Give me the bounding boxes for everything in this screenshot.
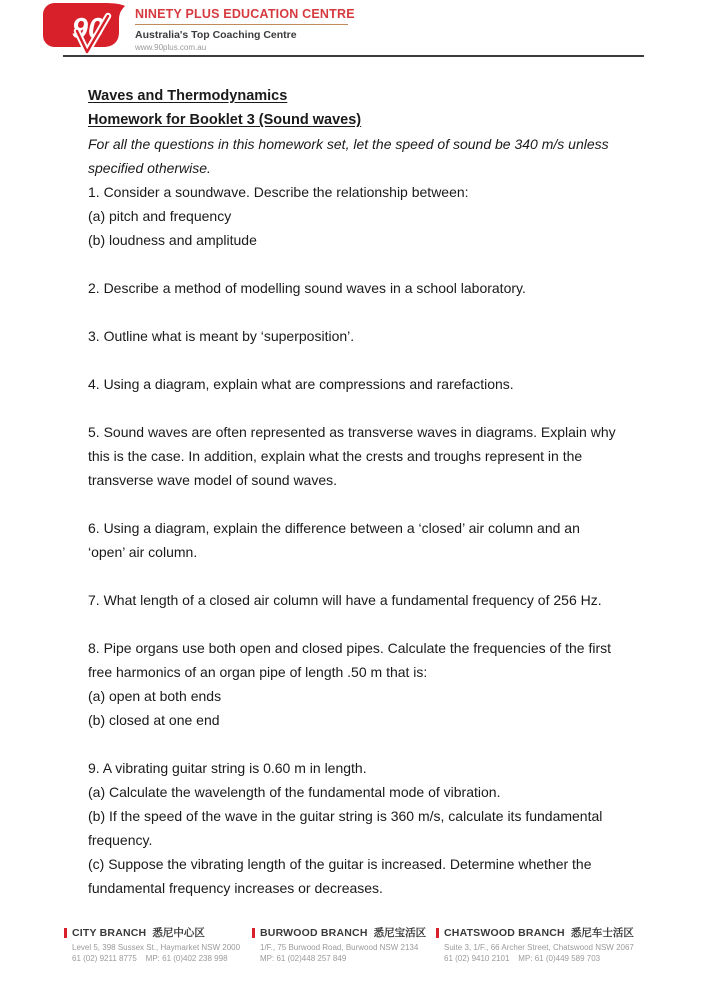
branch-phones: 61 (02) 9410 2101 MP: 61 (0)449 589 703 bbox=[444, 954, 601, 963]
org-name: NINETY PLUS EDUCATION CENTRE bbox=[135, 7, 355, 21]
branch-footer bbox=[64, 925, 674, 963]
header-rule-divider bbox=[135, 24, 348, 25]
org-website-url: www.90plus.com.au bbox=[135, 43, 207, 52]
question-8b-line: (b) closed at one end bbox=[88, 712, 220, 728]
branch-name-chinese: 悉尼宝活区 bbox=[373, 927, 427, 939]
question-7-line: 7. What length of a closed air column will have a fundamental frequency of 256 Hz. bbox=[88, 592, 602, 608]
blank-line bbox=[88, 492, 654, 516]
branch-name: CHATSWOOD BRANCH bbox=[444, 926, 565, 939]
header-divider-line bbox=[63, 55, 644, 57]
blank-line bbox=[88, 396, 654, 420]
question-6-line: 6. Using a diagram, explain the difference between a ‘closed’ air column and an bbox=[88, 520, 580, 536]
question-8-line: free harmonics of an organ pipe of length .50 m that is: bbox=[88, 664, 428, 680]
question-9c-line: (c) Suppose the vibrating length of the guitar is increased. Determine whether the bbox=[88, 856, 592, 872]
branch-name-row bbox=[64, 925, 252, 940]
question-8-line: 8. Pipe organs use both open and closed pipes. Calculate the frequencies of the first bbox=[88, 640, 612, 656]
question-2-line: 2. Describe a method of modelling sound waves in a school laboratory. bbox=[88, 280, 526, 296]
question-8a-line: (a) open at both ends bbox=[88, 688, 222, 704]
ninety-plus-logo-icon bbox=[42, 2, 126, 58]
branch-city bbox=[64, 925, 252, 963]
question-9c-line: fundamental frequency increases or decreases. bbox=[88, 880, 383, 896]
branch-phones: 61 (02) 9211 8775 MP: 61 (0)402 238 998 bbox=[72, 954, 228, 963]
question-5-line: 5. Sound waves are often represented as transverse waves in diagrams. Explain why bbox=[88, 424, 616, 440]
question-6-line: ‘open’ air column. bbox=[88, 544, 198, 560]
branch-name-chinese: 悉尼中心区 bbox=[152, 927, 205, 939]
branch-address: 1/F., 75 Burwood Road, Burwood NSW 2134 bbox=[260, 943, 419, 952]
branch-address: Suite 3, 1/F., 66 Archer Street, Chatswood NSW 2067 bbox=[444, 943, 634, 952]
question-9b-line: (b) If the speed of the wave in the guitar string is 360 m/s, calculate its fundamental bbox=[88, 808, 603, 824]
branch-name: CITY BRANCH bbox=[72, 926, 147, 939]
branch-name-row bbox=[252, 925, 436, 940]
blank-line bbox=[88, 564, 654, 588]
branch-phones: MP: 61 (02)448 257 849 bbox=[260, 954, 347, 963]
doc-note-line: For all the questions in this homework set, let the speed of sound be 340 m/s unless bbox=[88, 136, 609, 152]
question-1-line: 1. Consider a soundwave. Describe the relationship between: bbox=[88, 184, 469, 200]
org-tagline: Australia's Top Coaching Centre bbox=[135, 29, 297, 41]
red-bar-icon bbox=[436, 928, 439, 938]
doc-title: Waves and Thermodynamics bbox=[88, 88, 288, 104]
question-9a-line: (a) Calculate the wavelength of the fundamental mode of vibration. bbox=[88, 784, 501, 800]
question-4-line: 4. Using a diagram, explain what are compressions and rarefactions. bbox=[88, 376, 514, 392]
header-text-block bbox=[135, 7, 355, 52]
blank-line bbox=[88, 252, 654, 276]
question-9b-line: frequency. bbox=[88, 832, 153, 848]
logo-number-text: 90 bbox=[71, 13, 105, 45]
question-5-line: transverse wave model of sound waves. bbox=[88, 472, 338, 488]
blank-line bbox=[88, 612, 654, 636]
blank-line bbox=[88, 300, 654, 324]
branch-name-chinese: 悉尼车士活区 bbox=[570, 927, 634, 939]
question-1a-line: (a) pitch and frequency bbox=[88, 208, 232, 224]
blank-line bbox=[88, 348, 654, 372]
doc-subtitle: Homework for Booklet 3 (Sound waves) bbox=[88, 112, 362, 128]
document-body bbox=[88, 84, 654, 900]
branch-address: Level 5, 398 Sussex St., Haymarket NSW 2000 bbox=[72, 943, 241, 952]
branch-chatswood bbox=[436, 925, 674, 963]
branch-name-row bbox=[436, 925, 674, 940]
branch-burwood bbox=[252, 925, 436, 963]
question-5-line: this is the case. In addition, explain what the crests and troughs represent in the bbox=[88, 448, 583, 464]
doc-note-line: specified otherwise. bbox=[88, 160, 211, 176]
question-3-line: 3. Outline what is meant by ‘superposition’. bbox=[88, 328, 355, 344]
red-bar-icon bbox=[64, 928, 67, 938]
question-1b-line: (b) loudness and amplitude bbox=[88, 232, 257, 248]
blank-line bbox=[88, 732, 654, 756]
branch-name: BURWOOD BRANCH bbox=[260, 926, 368, 939]
red-bar-icon bbox=[252, 928, 255, 938]
question-9-line: 9. A vibrating guitar string is 0.60 m in length. bbox=[88, 760, 367, 776]
